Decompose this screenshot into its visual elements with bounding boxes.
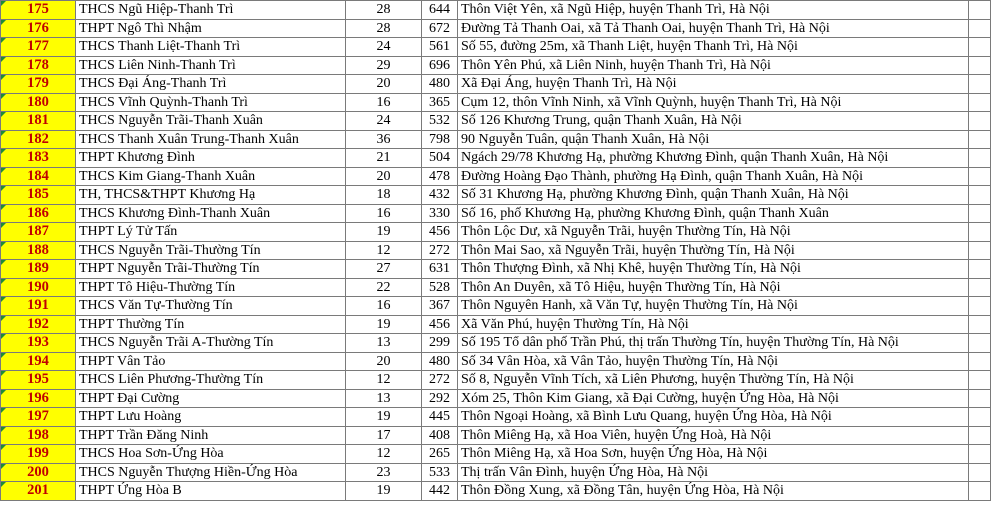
table-row	[1, 426, 991, 445]
student-count-cell[interactable]: 367	[422, 297, 458, 316]
student-count-cell[interactable]: 456	[422, 223, 458, 242]
empty-cell[interactable]	[969, 75, 991, 94]
student-count-cell[interactable]: 504	[422, 149, 458, 168]
stt-cell[interactable]: 186	[1, 204, 76, 223]
table-row	[1, 38, 991, 57]
stt-cell[interactable]: 197	[1, 408, 76, 427]
empty-cell[interactable]	[969, 371, 991, 390]
address-cell[interactable]: Thôn An Duyên, xã Tô Hiệu, huyện Thường Tín, Hà Nội	[458, 278, 969, 297]
table-row	[1, 75, 991, 94]
stt-cell[interactable]: 175	[1, 1, 76, 20]
school-name-cell[interactable]: THPT Lý Tử Tấn	[76, 223, 346, 242]
address-cell[interactable]: Số 34 Vân Hòa, xã Vân Tảo, huyện Thường Tín, Hà Nội	[458, 352, 969, 371]
school-name-cell[interactable]: THCS Hoa Sơn-Ứng Hòa	[76, 445, 346, 464]
address-cell[interactable]: Xã Đại Áng, huyện Thanh Trì, Hà Nội	[458, 75, 969, 94]
empty-cell[interactable]	[969, 241, 991, 260]
school-name-cell[interactable]: THPT Nguyễn Trãi-Thường Tín	[76, 260, 346, 279]
empty-cell[interactable]	[969, 482, 991, 501]
school-name-cell[interactable]: THPT Đại Cường	[76, 389, 346, 408]
address-cell[interactable]: Thôn Lộc Dư, xã Nguyễn Trãi, huyện Thường Tín, Hà Nội	[458, 223, 969, 242]
school-name-cell[interactable]: THCS Nguyễn Thượng Hiền-Ứng Hòa	[76, 463, 346, 482]
stt-cell[interactable]: 190	[1, 278, 76, 297]
student-count-cell[interactable]: 533	[422, 463, 458, 482]
address-cell[interactable]: Xã Văn Phú, huyện Thường Tín, Hà Nội	[458, 315, 969, 334]
table-row	[1, 278, 991, 297]
student-count-cell[interactable]: 299	[422, 334, 458, 353]
table-row	[1, 149, 991, 168]
student-count-cell[interactable]: 445	[422, 408, 458, 427]
table-row	[1, 1, 991, 20]
empty-cell[interactable]	[969, 408, 991, 427]
school-name-cell[interactable]: THCS Liên Phương-Thường Tín	[76, 371, 346, 390]
address-cell[interactable]: Số 55, đường 25m, xã Thanh Liệt, huyện Thanh Trì, Hà Nội	[458, 38, 969, 57]
student-count-cell[interactable]: 478	[422, 167, 458, 186]
school-name-cell[interactable]: THCS Văn Tự-Thường Tín	[76, 297, 346, 316]
stt-cell[interactable]: 196	[1, 389, 76, 408]
empty-cell[interactable]	[969, 204, 991, 223]
school-name-cell[interactable]: THCS Đại Áng-Thanh Trì	[76, 75, 346, 94]
school-name-cell[interactable]: THCS Nguyễn Trãi-Thanh Xuân	[76, 112, 346, 131]
address-cell[interactable]: Số 126 Khương Trung, quận Thanh Xuân, Hà Nội	[458, 112, 969, 131]
stt-cell[interactable]: 200	[1, 463, 76, 482]
class-count-cell[interactable]: 20	[346, 352, 422, 371]
table-row	[1, 482, 991, 501]
address-cell[interactable]: Xóm 25, Thôn Kim Giang, xã Đại Cường, huyện Ứng Hòa, Hà Nội	[458, 389, 969, 408]
school-name-cell[interactable]: THCS Ngũ Hiệp-Thanh Trì	[76, 1, 346, 20]
address-cell[interactable]: 90 Nguyễn Tuân, quận Thanh Xuân, Hà Nội	[458, 130, 969, 149]
table-row	[1, 463, 991, 482]
class-count-cell[interactable]: 12	[346, 445, 422, 464]
table-row	[1, 186, 991, 205]
stt-cell[interactable]: 180	[1, 93, 76, 112]
empty-cell[interactable]	[969, 223, 991, 242]
school-name-cell[interactable]: THCS Thanh Xuân Trung-Thanh Xuân	[76, 130, 346, 149]
stt-cell[interactable]: 191	[1, 297, 76, 316]
class-count-cell[interactable]: 24	[346, 112, 422, 131]
stt-cell[interactable]: 194	[1, 352, 76, 371]
empty-cell[interactable]	[969, 19, 991, 38]
address-cell[interactable]: Đường Hoàng Đạo Thành, phường Hạ Đình, quận Thanh Xuân, Hà Nội	[458, 167, 969, 186]
empty-cell[interactable]	[969, 149, 991, 168]
empty-cell[interactable]	[969, 334, 991, 353]
class-count-cell[interactable]: 20	[346, 167, 422, 186]
stt-cell[interactable]: 182	[1, 130, 76, 149]
student-count-cell[interactable]: 480	[422, 352, 458, 371]
empty-cell[interactable]	[969, 56, 991, 75]
empty-cell[interactable]	[969, 352, 991, 371]
address-cell[interactable]: Ngách 29/78 Khương Hạ, phường Khương Đình, quận Thanh Xuân, Hà Nội	[458, 149, 969, 168]
class-count-cell[interactable]: 17	[346, 426, 422, 445]
class-count-cell[interactable]: 12	[346, 371, 422, 390]
table-row	[1, 56, 991, 75]
stt-cell[interactable]: 187	[1, 223, 76, 242]
school-name-cell[interactable]: THCS Kim Giang-Thanh Xuân	[76, 167, 346, 186]
stt-cell[interactable]: 177	[1, 38, 76, 57]
class-count-cell[interactable]: 28	[346, 1, 422, 20]
school-name-cell[interactable]: THCS Liên Ninh-Thanh Trì	[76, 56, 346, 75]
address-cell[interactable]: Thôn Mai Sao, xã Nguyễn Trãi, huyện Thường Tín, Hà Nội	[458, 241, 969, 260]
school-name-cell[interactable]: THPT Khương Đình	[76, 149, 346, 168]
class-count-cell[interactable]: 27	[346, 260, 422, 279]
address-cell[interactable]: Thôn Đồng Xung, xã Đồng Tân, huyện Ứng Hòa, Hà Nội	[458, 482, 969, 501]
class-count-cell[interactable]: 16	[346, 204, 422, 223]
student-count-cell[interactable]: 272	[422, 241, 458, 260]
school-name-cell[interactable]: THPT Tô Hiệu-Thường Tín	[76, 278, 346, 297]
stt-cell[interactable]: 195	[1, 371, 76, 390]
table-row	[1, 334, 991, 353]
stt-cell[interactable]: 183	[1, 149, 76, 168]
class-count-cell[interactable]: 13	[346, 389, 422, 408]
empty-cell[interactable]	[969, 38, 991, 57]
empty-cell[interactable]	[969, 278, 991, 297]
empty-cell[interactable]	[969, 1, 991, 20]
class-count-cell[interactable]: 22	[346, 278, 422, 297]
table-row	[1, 352, 991, 371]
stt-cell[interactable]: 199	[1, 445, 76, 464]
class-count-cell[interactable]: 16	[346, 297, 422, 316]
address-cell[interactable]: Số 31 Khương Hạ, phường Khương Đình, quận Thanh Xuân, Hà Nội	[458, 186, 969, 205]
school-name-cell[interactable]: THCS Thanh Liệt-Thanh Trì	[76, 38, 346, 57]
table-row	[1, 389, 991, 408]
school-name-cell[interactable]: THPT Vân Tảo	[76, 352, 346, 371]
stt-cell[interactable]: 181	[1, 112, 76, 131]
stt-cell[interactable]: 198	[1, 426, 76, 445]
student-count-cell[interactable]: 442	[422, 482, 458, 501]
school-name-cell[interactable]: THPT Ngô Thì Nhậm	[76, 19, 346, 38]
stt-cell[interactable]: 189	[1, 260, 76, 279]
address-cell[interactable]: Thôn Yên Phú, xã Liên Ninh, huyện Thanh Trì, Hà Nội	[458, 56, 969, 75]
student-count-cell[interactable]: 432	[422, 186, 458, 205]
address-cell[interactable]: Số 16, phố Khương Hạ, phường Khương Đình, quận Thanh Xuân	[458, 204, 969, 223]
school-name-cell[interactable]: THPT Lưu Hoàng	[76, 408, 346, 427]
table-row	[1, 260, 991, 279]
student-count-cell[interactable]: 330	[422, 204, 458, 223]
school-name-cell[interactable]: THPT Ứng Hòa B	[76, 482, 346, 501]
empty-cell[interactable]	[969, 186, 991, 205]
stt-cell[interactable]: 184	[1, 167, 76, 186]
class-count-cell[interactable]: 21	[346, 149, 422, 168]
class-count-cell[interactable]: 23	[346, 463, 422, 482]
table-body	[1, 1, 991, 501]
address-cell[interactable]: Thôn Miêng Hạ, xã Hoa Viên, huyện Ứng Hoà, Hà Nội	[458, 426, 969, 445]
table-row	[1, 112, 991, 131]
student-count-cell[interactable]: 272	[422, 371, 458, 390]
table-row	[1, 297, 991, 316]
student-count-cell[interactable]: 528	[422, 278, 458, 297]
table-row	[1, 223, 991, 242]
address-cell[interactable]: Đường Tả Thanh Oai, xã Tả Thanh Oai, huyện Thanh Trì, Hà Nội	[458, 19, 969, 38]
stt-cell[interactable]: 185	[1, 186, 76, 205]
class-count-cell[interactable]: 19	[346, 408, 422, 427]
address-cell[interactable]: Thôn Miêng Hạ, xã Hoa Sơn, huyện Ứng Hòa, Hà Nội	[458, 445, 969, 464]
address-cell[interactable]: Thị trấn Vân Đình, huyện Ứng Hòa, Hà Nội	[458, 463, 969, 482]
student-count-cell[interactable]: 408	[422, 426, 458, 445]
school-name-cell[interactable]: THCS Nguyễn Trãi-Thường Tín	[76, 241, 346, 260]
class-count-cell[interactable]: 18	[346, 186, 422, 205]
empty-cell[interactable]	[969, 93, 991, 112]
address-cell[interactable]: Thôn Việt Yên, xã Ngũ Hiệp, huyện Thanh Trì, Hà Nội	[458, 1, 969, 20]
student-count-cell[interactable]: 265	[422, 445, 458, 464]
class-count-cell[interactable]: 19	[346, 482, 422, 501]
student-count-cell[interactable]: 561	[422, 38, 458, 57]
empty-cell[interactable]	[969, 463, 991, 482]
class-count-cell[interactable]: 28	[346, 19, 422, 38]
stt-cell[interactable]: 201	[1, 482, 76, 501]
class-count-cell[interactable]: 20	[346, 75, 422, 94]
table-row	[1, 408, 991, 427]
empty-cell[interactable]	[969, 315, 991, 334]
school-name-cell[interactable]: THCS Khương Đình-Thanh Xuân	[76, 204, 346, 223]
class-count-cell[interactable]: 19	[346, 223, 422, 242]
stt-cell[interactable]: 179	[1, 75, 76, 94]
empty-cell[interactable]	[969, 445, 991, 464]
empty-cell[interactable]	[969, 167, 991, 186]
address-cell[interactable]: Cụm 12, thôn Vĩnh Ninh, xã Vĩnh Quỳnh, huyện Thanh Trì, Hà Nội	[458, 93, 969, 112]
table-row	[1, 315, 991, 334]
empty-cell[interactable]	[969, 112, 991, 131]
class-count-cell[interactable]: 29	[346, 56, 422, 75]
stt-cell[interactable]: 178	[1, 56, 76, 75]
stt-cell[interactable]: 193	[1, 334, 76, 353]
class-count-cell[interactable]: 24	[346, 38, 422, 57]
address-cell[interactable]: Thôn Ngoại Hoàng, xã Bình Lưu Quang, huyện Ứng Hòa, Hà Nội	[458, 408, 969, 427]
address-cell[interactable]: Số 195 Tổ dân phố Trần Phú, thị trấn Thường Tín, huyện Thường Tín, Hà Nội	[458, 334, 969, 353]
class-count-cell[interactable]: 16	[346, 93, 422, 112]
student-count-cell[interactable]: 456	[422, 315, 458, 334]
student-count-cell[interactable]: 292	[422, 389, 458, 408]
empty-cell[interactable]	[969, 260, 991, 279]
stt-cell[interactable]: 176	[1, 19, 76, 38]
school-name-cell[interactable]: THPT Trần Đăng Ninh	[76, 426, 346, 445]
empty-cell[interactable]	[969, 389, 991, 408]
table-row	[1, 167, 991, 186]
address-cell[interactable]: Thôn Thượng Đình, xã Nhị Khê, huyện Thường Tín, Hà Nội	[458, 260, 969, 279]
table-row	[1, 371, 991, 390]
school-name-cell[interactable]: THCS Vĩnh Quỳnh-Thanh Trì	[76, 93, 346, 112]
stt-cell[interactable]: 192	[1, 315, 76, 334]
stt-cell[interactable]: 188	[1, 241, 76, 260]
table-row	[1, 93, 991, 112]
student-count-cell[interactable]: 644	[422, 1, 458, 20]
table-row	[1, 241, 991, 260]
class-count-cell[interactable]: 12	[346, 241, 422, 260]
table-row	[1, 204, 991, 223]
address-cell[interactable]: Số 8, Nguyễn Vĩnh Tích, xã Liên Phương, huyện Thường Tín, Hà Nội	[458, 371, 969, 390]
student-count-cell[interactable]: 480	[422, 75, 458, 94]
student-count-cell[interactable]: 696	[422, 56, 458, 75]
table-row	[1, 130, 991, 149]
class-count-cell[interactable]: 19	[346, 315, 422, 334]
student-count-cell[interactable]: 672	[422, 19, 458, 38]
class-count-cell[interactable]: 13	[346, 334, 422, 353]
empty-cell[interactable]	[969, 130, 991, 149]
student-count-cell[interactable]: 798	[422, 130, 458, 149]
empty-cell[interactable]	[969, 297, 991, 316]
empty-cell[interactable]	[969, 426, 991, 445]
school-name-cell[interactable]: THCS Nguyễn Trãi A-Thường Tín	[76, 334, 346, 353]
address-cell[interactable]: Thôn Nguyên Hanh, xã Văn Tự, huyện Thường Tín, Hà Nội	[458, 297, 969, 316]
student-count-cell[interactable]: 532	[422, 112, 458, 131]
class-count-cell[interactable]: 36	[346, 130, 422, 149]
student-count-cell[interactable]: 365	[422, 93, 458, 112]
school-name-cell[interactable]: THPT Thường Tín	[76, 315, 346, 334]
table-row	[1, 19, 991, 38]
school-name-cell[interactable]: TH, THCS&THPT Khương Hạ	[76, 186, 346, 205]
table-row	[1, 445, 991, 464]
student-count-cell[interactable]: 631	[422, 260, 458, 279]
